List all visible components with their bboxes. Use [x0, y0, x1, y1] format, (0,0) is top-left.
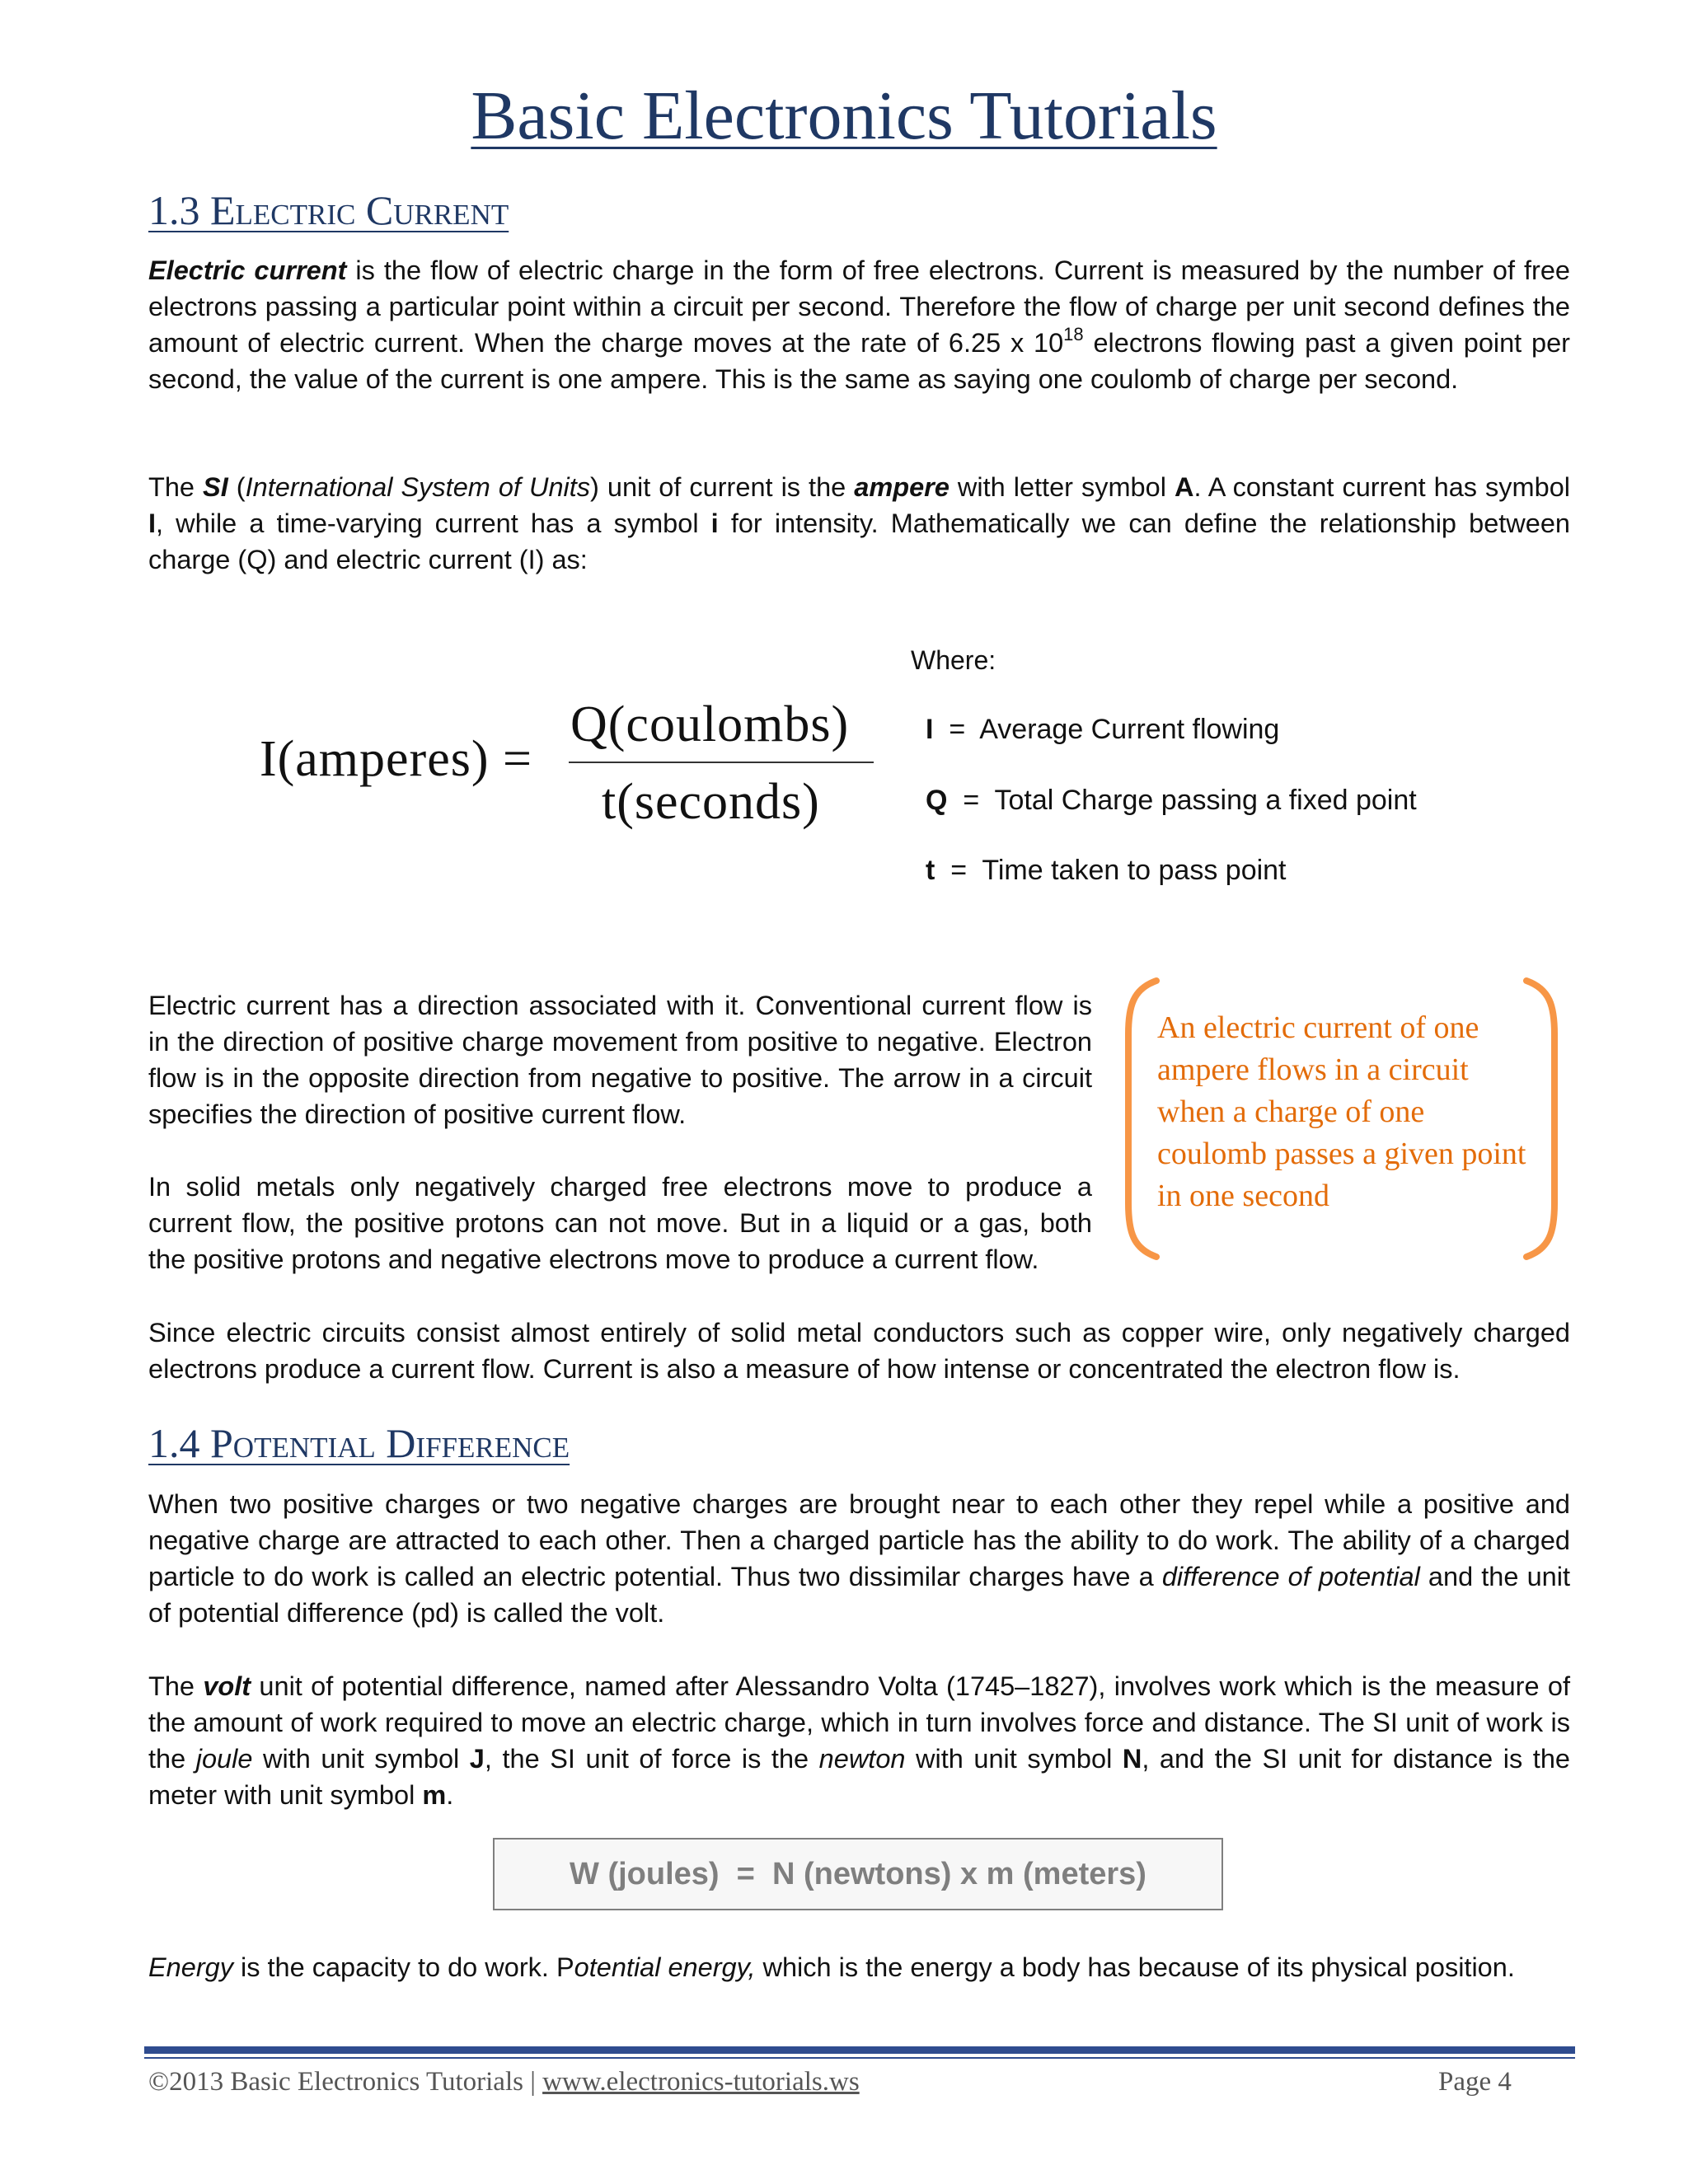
paragraph-si-unit: [148, 469, 1570, 578]
paragraph-volt: [148, 1668, 1570, 1813]
paragraph-text: is the capacity to do work. P: [232, 1952, 574, 1982]
paragraph-text: with unit symbol: [905, 1744, 1123, 1774]
paragraph-text: and the unit of potential difference (pd) is called the volt.: [148, 1562, 1570, 1628]
symbol-n: N: [1122, 1744, 1142, 1774]
paragraph-text: The: [148, 472, 204, 502]
where-label: Where:: [911, 645, 996, 675]
website-link[interactable]: www.electronics-tutorials.ws: [542, 2067, 860, 2097]
term-joule: joule: [195, 1744, 253, 1774]
section-heading-potential-difference: 1.4 Potential Difference: [148, 1420, 570, 1466]
paragraph-text: is the flow of electric charge in the form of free electrons. Current is measured by the number of free electrons passing a particular point within a circuit per second. Therefore the flow of charge per unit second defines the amount of electric current. When the charge moves at the rate of 6.25 x 10: [148, 255, 1571, 358]
paragraph-solid-metals: In solid metals only negatively charged free electrons move to produce a current flow, the positive protons can not move. But in a liquid or a gas, both the positive protons and negative electrons move to produce a current flow.: [148, 1172, 1092, 1274]
where-item-current: [926, 714, 1279, 746]
term-electric-current: Electric current: [148, 255, 347, 285]
term-difference-of-potential: difference of potential: [1161, 1562, 1420, 1591]
footer-divider-thin: [144, 2057, 1575, 2059]
paragraph-text: , while a time-varying current has a symbol: [156, 509, 711, 538]
term-ampere: ampere: [854, 472, 950, 502]
symbol-j: J: [469, 1744, 485, 1774]
paragraph-energy: [148, 1949, 1570, 1985]
where-symbol: Q: [926, 785, 948, 816]
paragraph-current-definition: [148, 252, 1570, 397]
where-symbol: t: [926, 855, 935, 886]
term-potential-energy: otential energy,: [574, 1952, 756, 1982]
paragraph-text: , and the SI unit for distance is the meter with unit symbol: [148, 1744, 1570, 1810]
exponent: 18: [1063, 324, 1084, 344]
formula-numerator: Q(coulombs): [570, 696, 850, 752]
document-title: Basic Electronics Tutorials: [471, 77, 1217, 154]
term-si: SI: [203, 472, 228, 502]
where-description: = Total Charge passing a fixed point: [947, 785, 1417, 816]
symbol-m: m: [422, 1780, 447, 1810]
where-item-charge: [926, 785, 1417, 817]
page-number: Page 4: [1438, 2067, 1512, 2097]
where-item-time: [926, 855, 1287, 887]
term-volt: volt: [203, 1671, 251, 1701]
footer-divider-thick: [144, 2046, 1575, 2054]
term-energy: Energy: [148, 1952, 233, 1982]
symbol-a: A: [1174, 472, 1194, 502]
work-equation-box: W (joules) = N (newtons) x m (meters): [493, 1838, 1223, 1910]
paragraph-text: unit of potential difference, named after Alessandro Volta (1745–1827), involves work which is the measure of the amount of work required to move an electric charge, which in turn involves force and distance. The SI unit of work is the: [148, 1671, 1570, 1774]
paragraph-text: When two positive charges or two negative charges are brought near to each other they repel while a positive and negative charge are attracted to each other. Then a charged particle has the ability to do work. The ability of a charged particle to do work is called an electric potential. Thus two dissimilar charges have a: [148, 1489, 1570, 1591]
paragraph-text: .: [446, 1780, 454, 1810]
formula-lhs: I(amperes) =: [260, 731, 532, 787]
paragraph-text: for intensity. Mathematically we can define the relationship between charge (Q) and electric current (I) as:: [148, 509, 1570, 574]
paragraph-text: electrons flowing past a given point per second, the value of the current is one ampere. This is the same as saying one coulomb of charge per second.: [148, 328, 1570, 394]
formula-denominator: t(seconds): [602, 774, 820, 830]
where-description: = Time taken to pass point: [935, 855, 1287, 886]
paragraph-text: , the SI unit of force is the: [484, 1744, 819, 1774]
section-heading-electric-current: 1.3 Electric Current: [148, 187, 509, 233]
paragraph-metal-conductors: Since electric circuits consist almost entirely of solid metal conductors such as copper wire, only negatively charged electrons produce a current flow. Current is also a measure of how intense or concentrated the electron flow is.: [148, 1318, 1570, 1384]
footer-separator: |: [523, 2067, 543, 2097]
paragraph-current-direction: Electric current has a direction associated with it. Conventional current flow is in the direction of positive charge movement from positive to negative. Electron flow is in the opposite direction from negative to positive. The arrow in a circuit specifies the direction of positive current flow.: [148, 991, 1092, 1129]
term-si-full: International System of Units: [245, 472, 591, 502]
where-symbol: I: [926, 714, 934, 745]
paragraph-text: (: [227, 472, 246, 502]
where-description: = Average Current flowing: [933, 714, 1280, 745]
fraction-line: [569, 762, 874, 763]
paragraph-text: with letter symbol: [949, 472, 1175, 502]
paragraph-text: ) unit of current is the: [590, 472, 855, 502]
footer-copyright: [148, 2067, 860, 2097]
paragraph-text: . A constant current has symbol: [1193, 472, 1570, 502]
paragraph-text: with unit symbol: [252, 1744, 470, 1774]
symbol-capital-i: I: [148, 509, 157, 538]
paragraph-electric-potential: [148, 1486, 1570, 1631]
symbol-lowercase-i: i: [710, 509, 719, 538]
callout-ampere-definition: An electric current of one ampere flows in a circuit when a charge of one coulomb passes a given point in one second: [1157, 1010, 1526, 1213]
paragraph-text: which is the energy a body has because of its physical position.: [755, 1952, 1515, 1982]
term-newton: newton: [818, 1744, 906, 1774]
copyright-text: ©2013 Basic Electronics Tutorials: [148, 2067, 523, 2097]
paragraph-text: The: [148, 1671, 204, 1701]
